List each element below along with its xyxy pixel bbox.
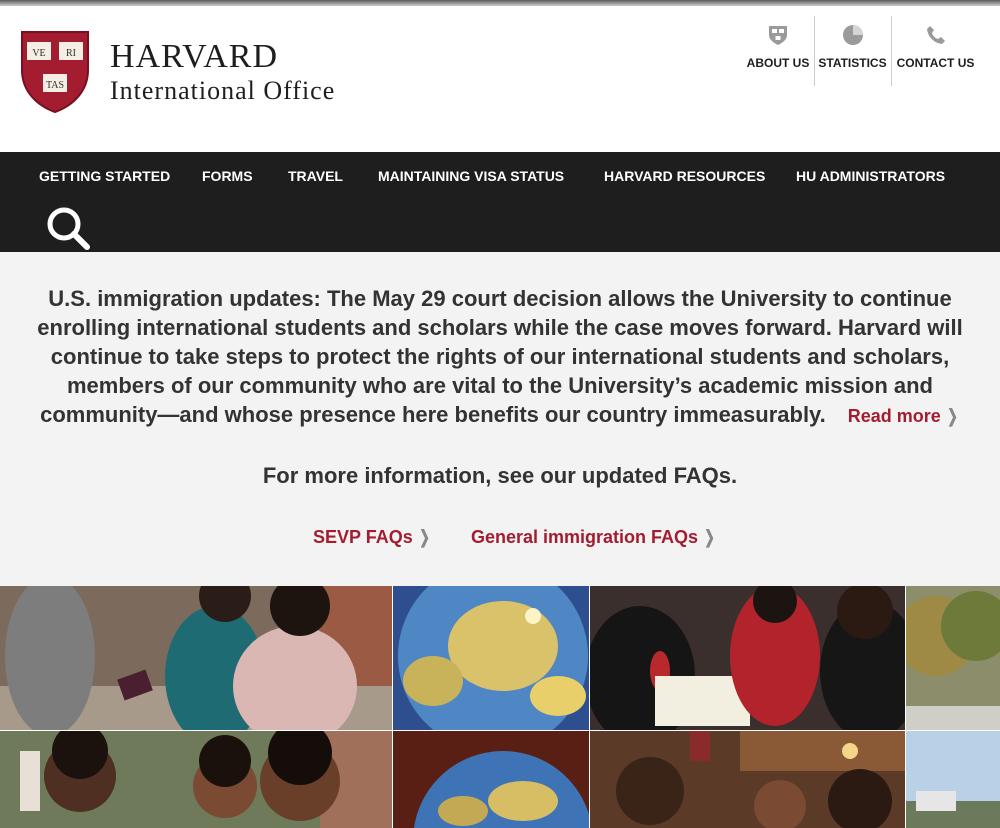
notice-body: U.S. immigration updates: The May 29 court decision allows the University to continue enrolling international students and scholars while the case moves forward. Harvard will continue to take steps to protect the rights of our international students and scholars, members of our community who are vital to the University’s academic mission and community—and whose presence here benefits our country immeasurably. xyxy=(37,286,963,427)
pie-chart-icon xyxy=(842,24,864,46)
photo-globe-bottom[interactable] xyxy=(393,731,589,828)
read-more-link[interactable] xyxy=(848,406,960,426)
contact-us-link[interactable] xyxy=(891,16,979,86)
photo-globe-top[interactable] xyxy=(393,586,589,730)
shield-text-tas: TAS xyxy=(45,80,65,91)
shield-text-ve: VE xyxy=(32,48,46,59)
sevp-faqs-label: SEVP FAQs xyxy=(313,527,413,547)
statistics-label: STATISTICS xyxy=(818,56,887,70)
main-nav xyxy=(0,152,1000,252)
brand-title[interactable]: HARVARD xyxy=(110,38,279,75)
more-info-text: For more information, see our updated FAQs. xyxy=(262,463,738,488)
immigration-notice xyxy=(0,252,1000,586)
photo-smiling-students[interactable] xyxy=(0,731,392,828)
general-faqs-label: General immigration FAQs xyxy=(471,527,699,547)
nav-getting-started[interactable]: GETTING STARTED xyxy=(39,168,171,184)
statistics-link[interactable] xyxy=(814,16,890,86)
photo-dining-hall[interactable] xyxy=(590,731,905,828)
chevron-right-icon: ❯ xyxy=(947,406,958,426)
photo-campus-sky[interactable] xyxy=(906,731,1000,828)
about-us-link[interactable] xyxy=(744,16,812,86)
photo-mosaic xyxy=(0,586,1000,828)
photo-students-walking[interactable] xyxy=(0,586,392,730)
shield-icon xyxy=(767,24,789,46)
photo-campus-trees[interactable] xyxy=(906,586,1000,730)
nav-maintaining-visa-status[interactable]: MAINTAINING VISA STATUS xyxy=(378,168,565,184)
sevp-faqs-link[interactable] xyxy=(313,527,432,548)
shield-text-ri: RI xyxy=(66,48,76,59)
nav-harvard-resources[interactable]: HARVARD RESOURCES xyxy=(604,168,766,184)
about-us-label: ABOUT US xyxy=(746,56,810,70)
nav-hu-administrators[interactable]: HU ADMINISTRATORS xyxy=(796,168,946,184)
search-icon[interactable] xyxy=(44,204,92,252)
nav-forms[interactable]: FORMS xyxy=(202,168,253,184)
contact-us-label: CONTACT US xyxy=(896,56,975,70)
photo-student-fair[interactable] xyxy=(590,586,905,730)
chevron-right-icon: ❯ xyxy=(704,527,715,547)
notice-body-paragraph xyxy=(24,284,976,431)
phone-icon xyxy=(925,24,947,46)
brand-subtitle[interactable]: International Office xyxy=(110,76,336,105)
read-more-label: Read more xyxy=(847,406,941,426)
nav-travel[interactable]: TRAVEL xyxy=(288,168,343,184)
harvard-shield-logo[interactable] xyxy=(20,30,90,114)
site-header xyxy=(0,6,1000,152)
chevron-right-icon: ❯ xyxy=(418,527,430,547)
general-immigration-faqs-link[interactable] xyxy=(471,527,717,548)
